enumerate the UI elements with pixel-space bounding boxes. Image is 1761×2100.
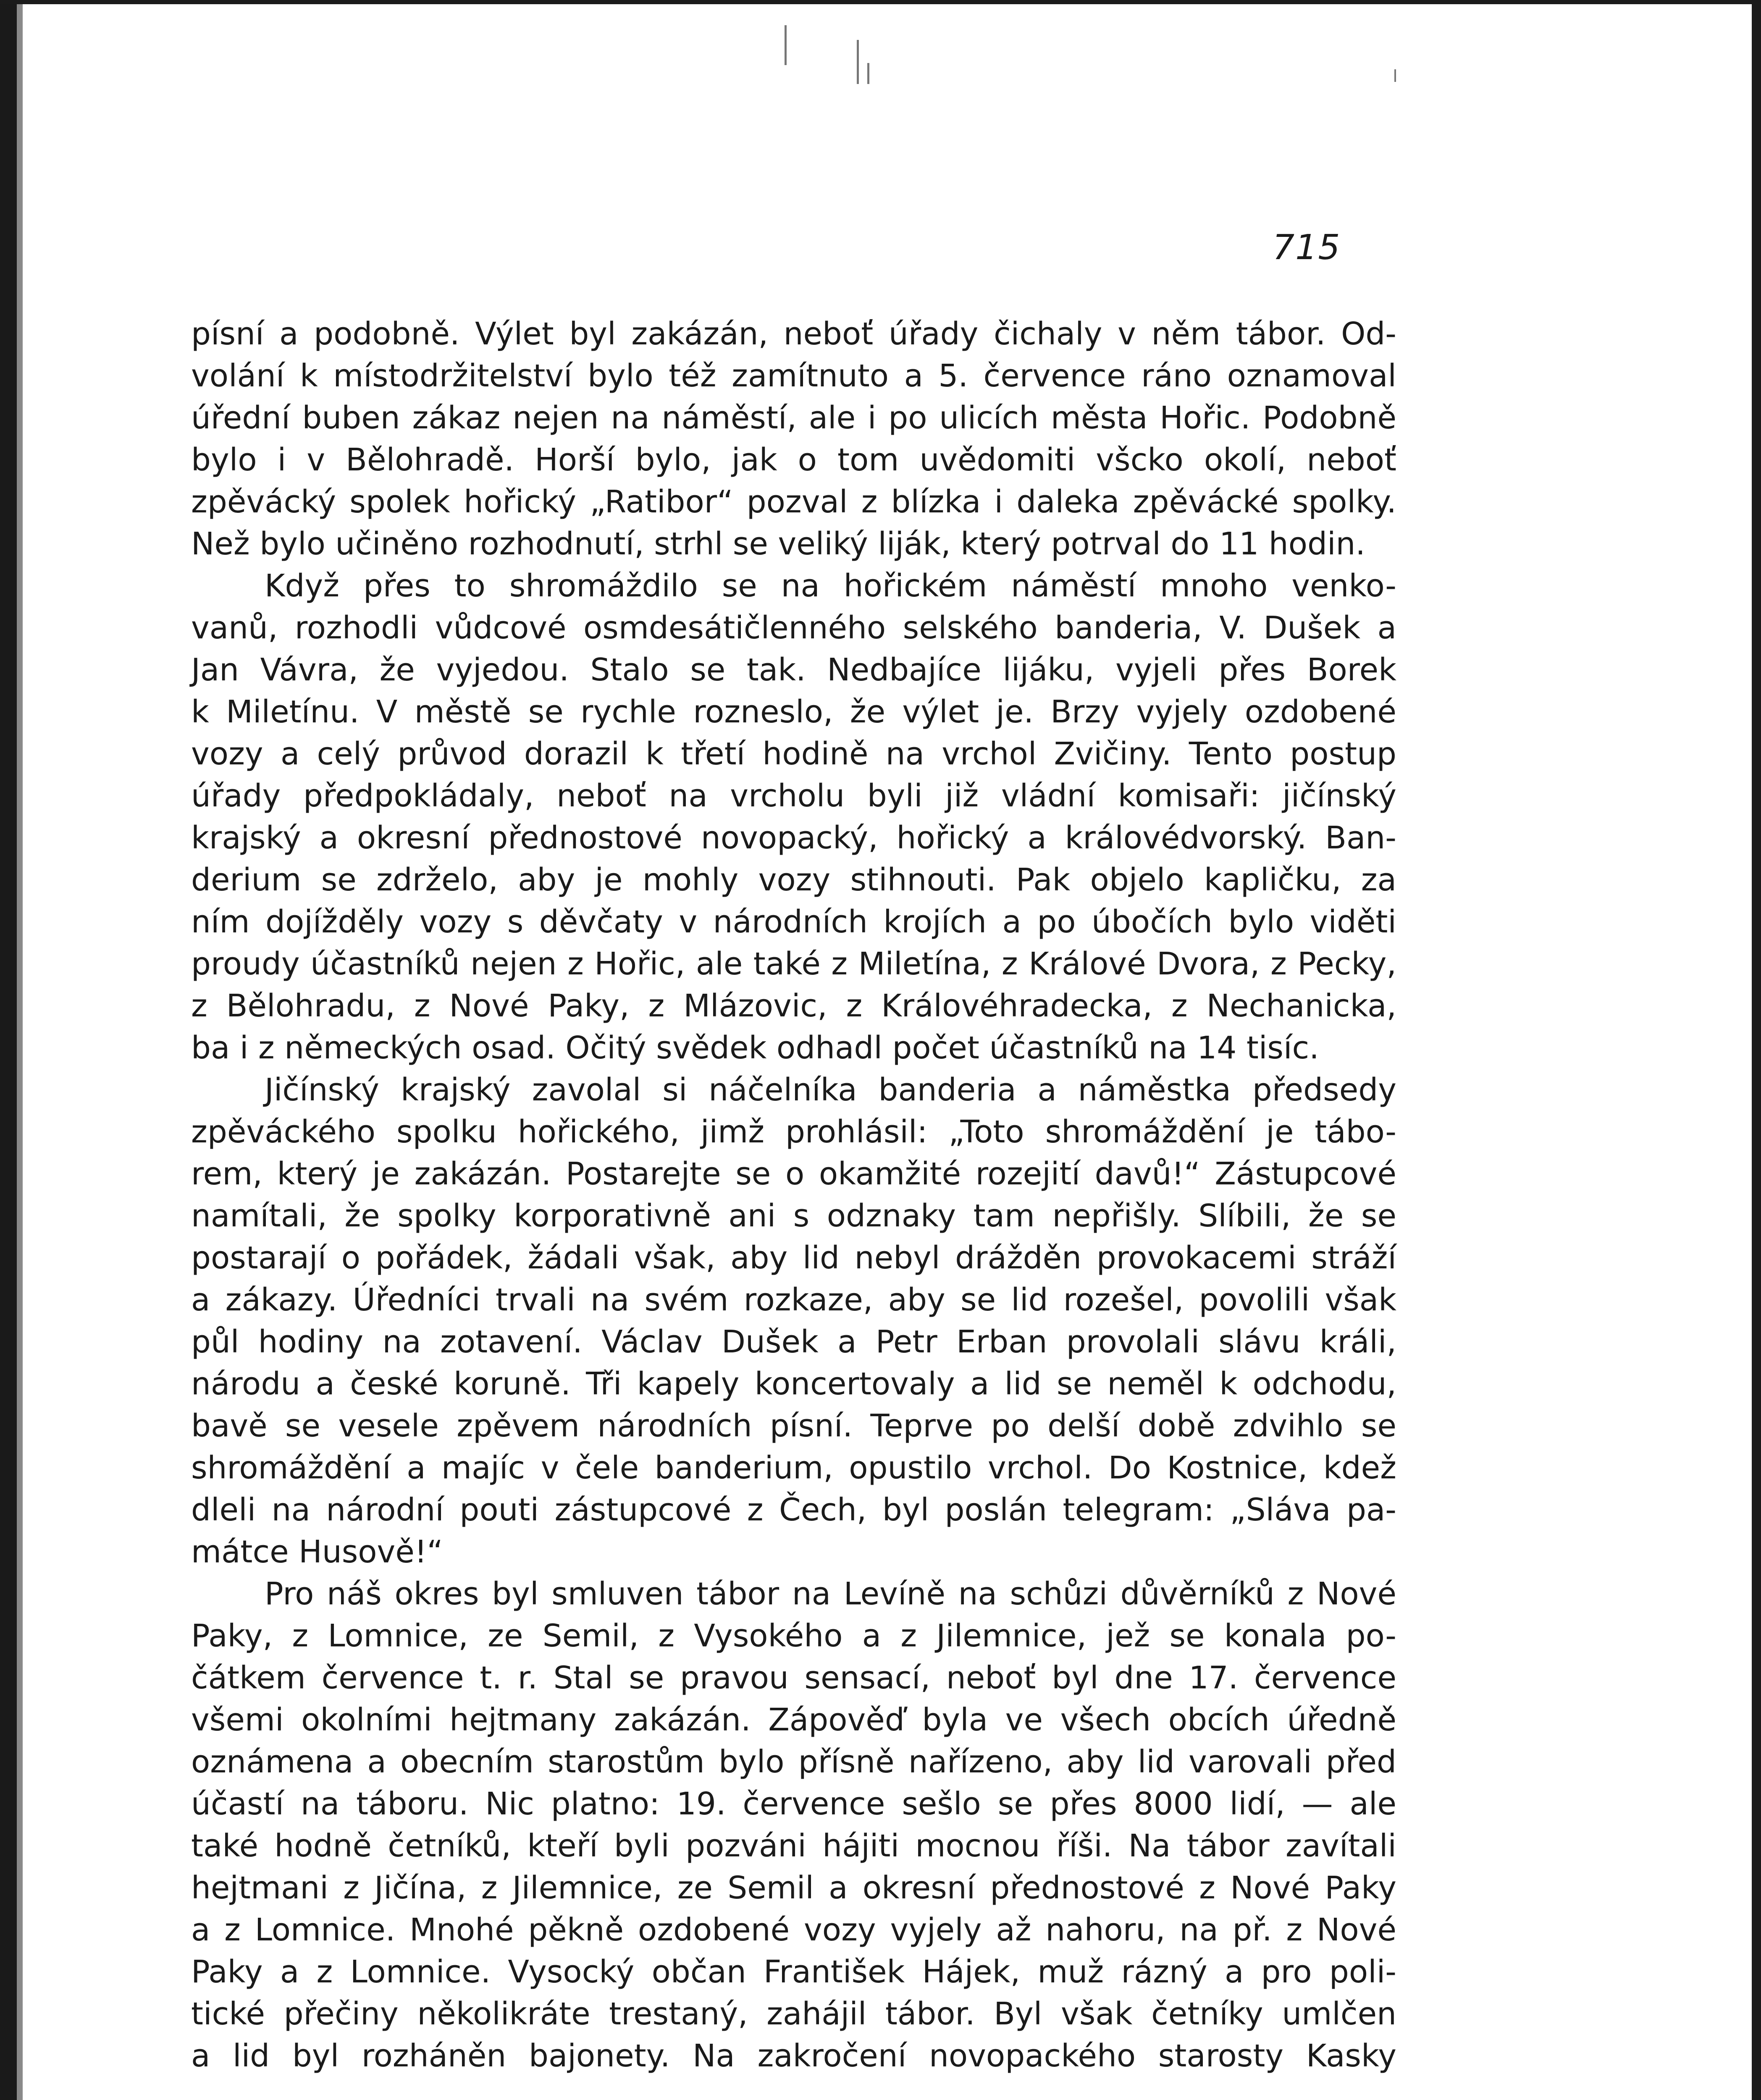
- text-line: vanů, rozhodli vůdcové osmdesátičlenného selského banderia, V. Dušek a: [191, 610, 1396, 646]
- text-line: krajský a okresní přednostové novopacký, hořický a královédvorský. Ban-: [191, 820, 1396, 856]
- text-line: zpěvácký spolek hořický „Ratibor“ pozval z blízka i daleka zpěvácké spolky.: [191, 484, 1396, 520]
- text-line: a z Lomnice. Mnohé pěkně ozdobené vozy vyjely až nahoru, na př. z Nové: [191, 1912, 1396, 1948]
- text-line: k Miletínu. V městě se rychle rozneslo, že výlet je. Brzy vyjely ozdobené: [191, 694, 1396, 730]
- scan-speck: [867, 63, 869, 84]
- text-line: Paky, z Lomnice, ze Semil, z Vysokého a z Jilemnice, jež se konala po-: [191, 1618, 1396, 1654]
- page-number: 715: [1273, 228, 1341, 268]
- text-line: úřady předpokládaly, neboť na vrcholu byli již vládní komisaři: jičínský: [191, 778, 1396, 814]
- text-line: zpěváckého spolku hořického, jimž prohlásil: „Toto shromáždění je tábo-: [191, 1114, 1396, 1150]
- text-line: ba i z německých osad. Očitý svědek odhadl počet účastníků na 14 tisíc.: [191, 1030, 1319, 1066]
- text-line: úřední buben zákaz nejen na náměstí, ale i po ulicích města Hořic. Podobně: [191, 400, 1396, 436]
- text-line: půl hodiny na zotavení. Václav Dušek a Petr Erban provolali slávu králi,: [191, 1324, 1396, 1360]
- text-line: Jan Vávra, že vyjedou. Stalo se tak. Nedbajíce lijáku, vyjeli přes Borek: [191, 652, 1396, 688]
- text-line: ním dojížděly vozy s děvčaty v národních krojích a po úbočích bylo viděti: [191, 904, 1396, 940]
- paragraph-start-line: Jičínský krajský zavolal si náčelníka banderia a náměstka předsedy: [265, 1072, 1396, 1108]
- text-line: rem, který je zakázán. Postarejte se o okamžité rozejití davů!“ Zástupcové: [191, 1156, 1396, 1192]
- text-line: dleli na národní pouti zástupcové z Čech, byl poslán telegram: „Sláva pa-: [191, 1492, 1396, 1528]
- text-line: bavě se vesele zpěvem národních písní. Teprve po delší době zdvihlo se: [191, 1408, 1396, 1444]
- text-line: účastí na táboru. Nic platno: 19. července sešlo se přes 8000 lidí, — ale: [191, 1786, 1396, 1822]
- text-line: tické přečiny několikráte trestaný, zahájil tábor. Byl však četníky umlčen: [191, 1996, 1396, 2032]
- text-line: národu a české koruně. Tři kapely koncertovaly a lid se neměl k odchodu,: [191, 1366, 1396, 1402]
- paragraph-start-line: Když přes to shromáždilo se na hořickém náměstí mnoho venko-: [265, 568, 1396, 604]
- text-line: čátkem července t. r. Stal se pravou sensací, neboť byl dne 17. července: [191, 1660, 1396, 1696]
- text-line: a lid byl rozháněn bajonety. Na zakročení novopackého starosty Kasky: [191, 2038, 1396, 2074]
- paragraph-start-line: Pro náš okres byl smluven tábor na Levíně na schůzi důvěrníků z Nové: [265, 1576, 1396, 1612]
- text-line: volání k místodržitelství bylo též zamítnuto a 5. července ráno oznamoval: [191, 358, 1396, 394]
- text-line: všemi okolními hejtmany zakázán. Zápověď byla ve všech obcích úředně: [191, 1702, 1396, 1738]
- text-line: z Bělohradu, z Nové Paky, z Mlázovic, z Královéhradecka, z Nechanicka,: [191, 988, 1396, 1024]
- text-line: Než bylo učiněno rozhodnutí, strhl se veliký liják, který potrval do 11 hodin.: [191, 526, 1365, 562]
- text-line: mátce Husově!“: [191, 1534, 443, 1570]
- text-line: hejtmani z Jičína, z Jilemnice, ze Semil a okresní přednostové z Nové Paky: [191, 1870, 1396, 1906]
- text-line: Paky a z Lomnice. Vysocký občan František Hájek, muž rázný a pro poli-: [191, 1954, 1396, 1990]
- scan-speck: [1394, 69, 1396, 82]
- text-line: také hodně četníků, kteří byli pozváni hájiti mocnou říši. Na tábor zavítali: [191, 1828, 1396, 1864]
- text-line: shromáždění a majíc v čele banderium, opustilo vrchol. Do Kostnice, kdež: [191, 1450, 1396, 1486]
- text-line: oznámena a obecním starostům bylo přísně nařízeno, aby lid varovali před: [191, 1744, 1396, 1780]
- text-line: namítali, že spolky korporativně ani s odznaky tam nepřišly. Slíbili, že se: [191, 1198, 1396, 1234]
- text-line: vozy a celý průvod dorazil k třetí hodině na vrchol Zvičiny. Tento postup: [191, 736, 1396, 772]
- text-line: derium se zdrželo, aby je mohly vozy stihnouti. Pak objelo kapličku, za: [191, 862, 1396, 898]
- text-line: a zákazy. Úředníci trvali na svém rozkaze, aby se lid rozešel, povolili však: [191, 1282, 1396, 1318]
- text-line: proudy účastníků nejen z Hořic, ale také z Miletína, z Králové Dvora, z Pecky,: [191, 946, 1396, 982]
- text-line: písní a podobně. Výlet byl zakázán, neboť úřady čichaly v něm tábor. Od-: [191, 316, 1396, 352]
- text-line: postarají o pořádek, žádali však, aby lid nebyl drážděn provokacemi stráží: [191, 1240, 1396, 1276]
- text-line: bylo i v Bělohradě. Horší bylo, jak o tom uvědomiti všcko okolí, neboť: [191, 442, 1396, 478]
- scan-speck: [785, 25, 787, 65]
- scan-speck: [857, 40, 859, 84]
- body-text: [191, 313, 1396, 2077]
